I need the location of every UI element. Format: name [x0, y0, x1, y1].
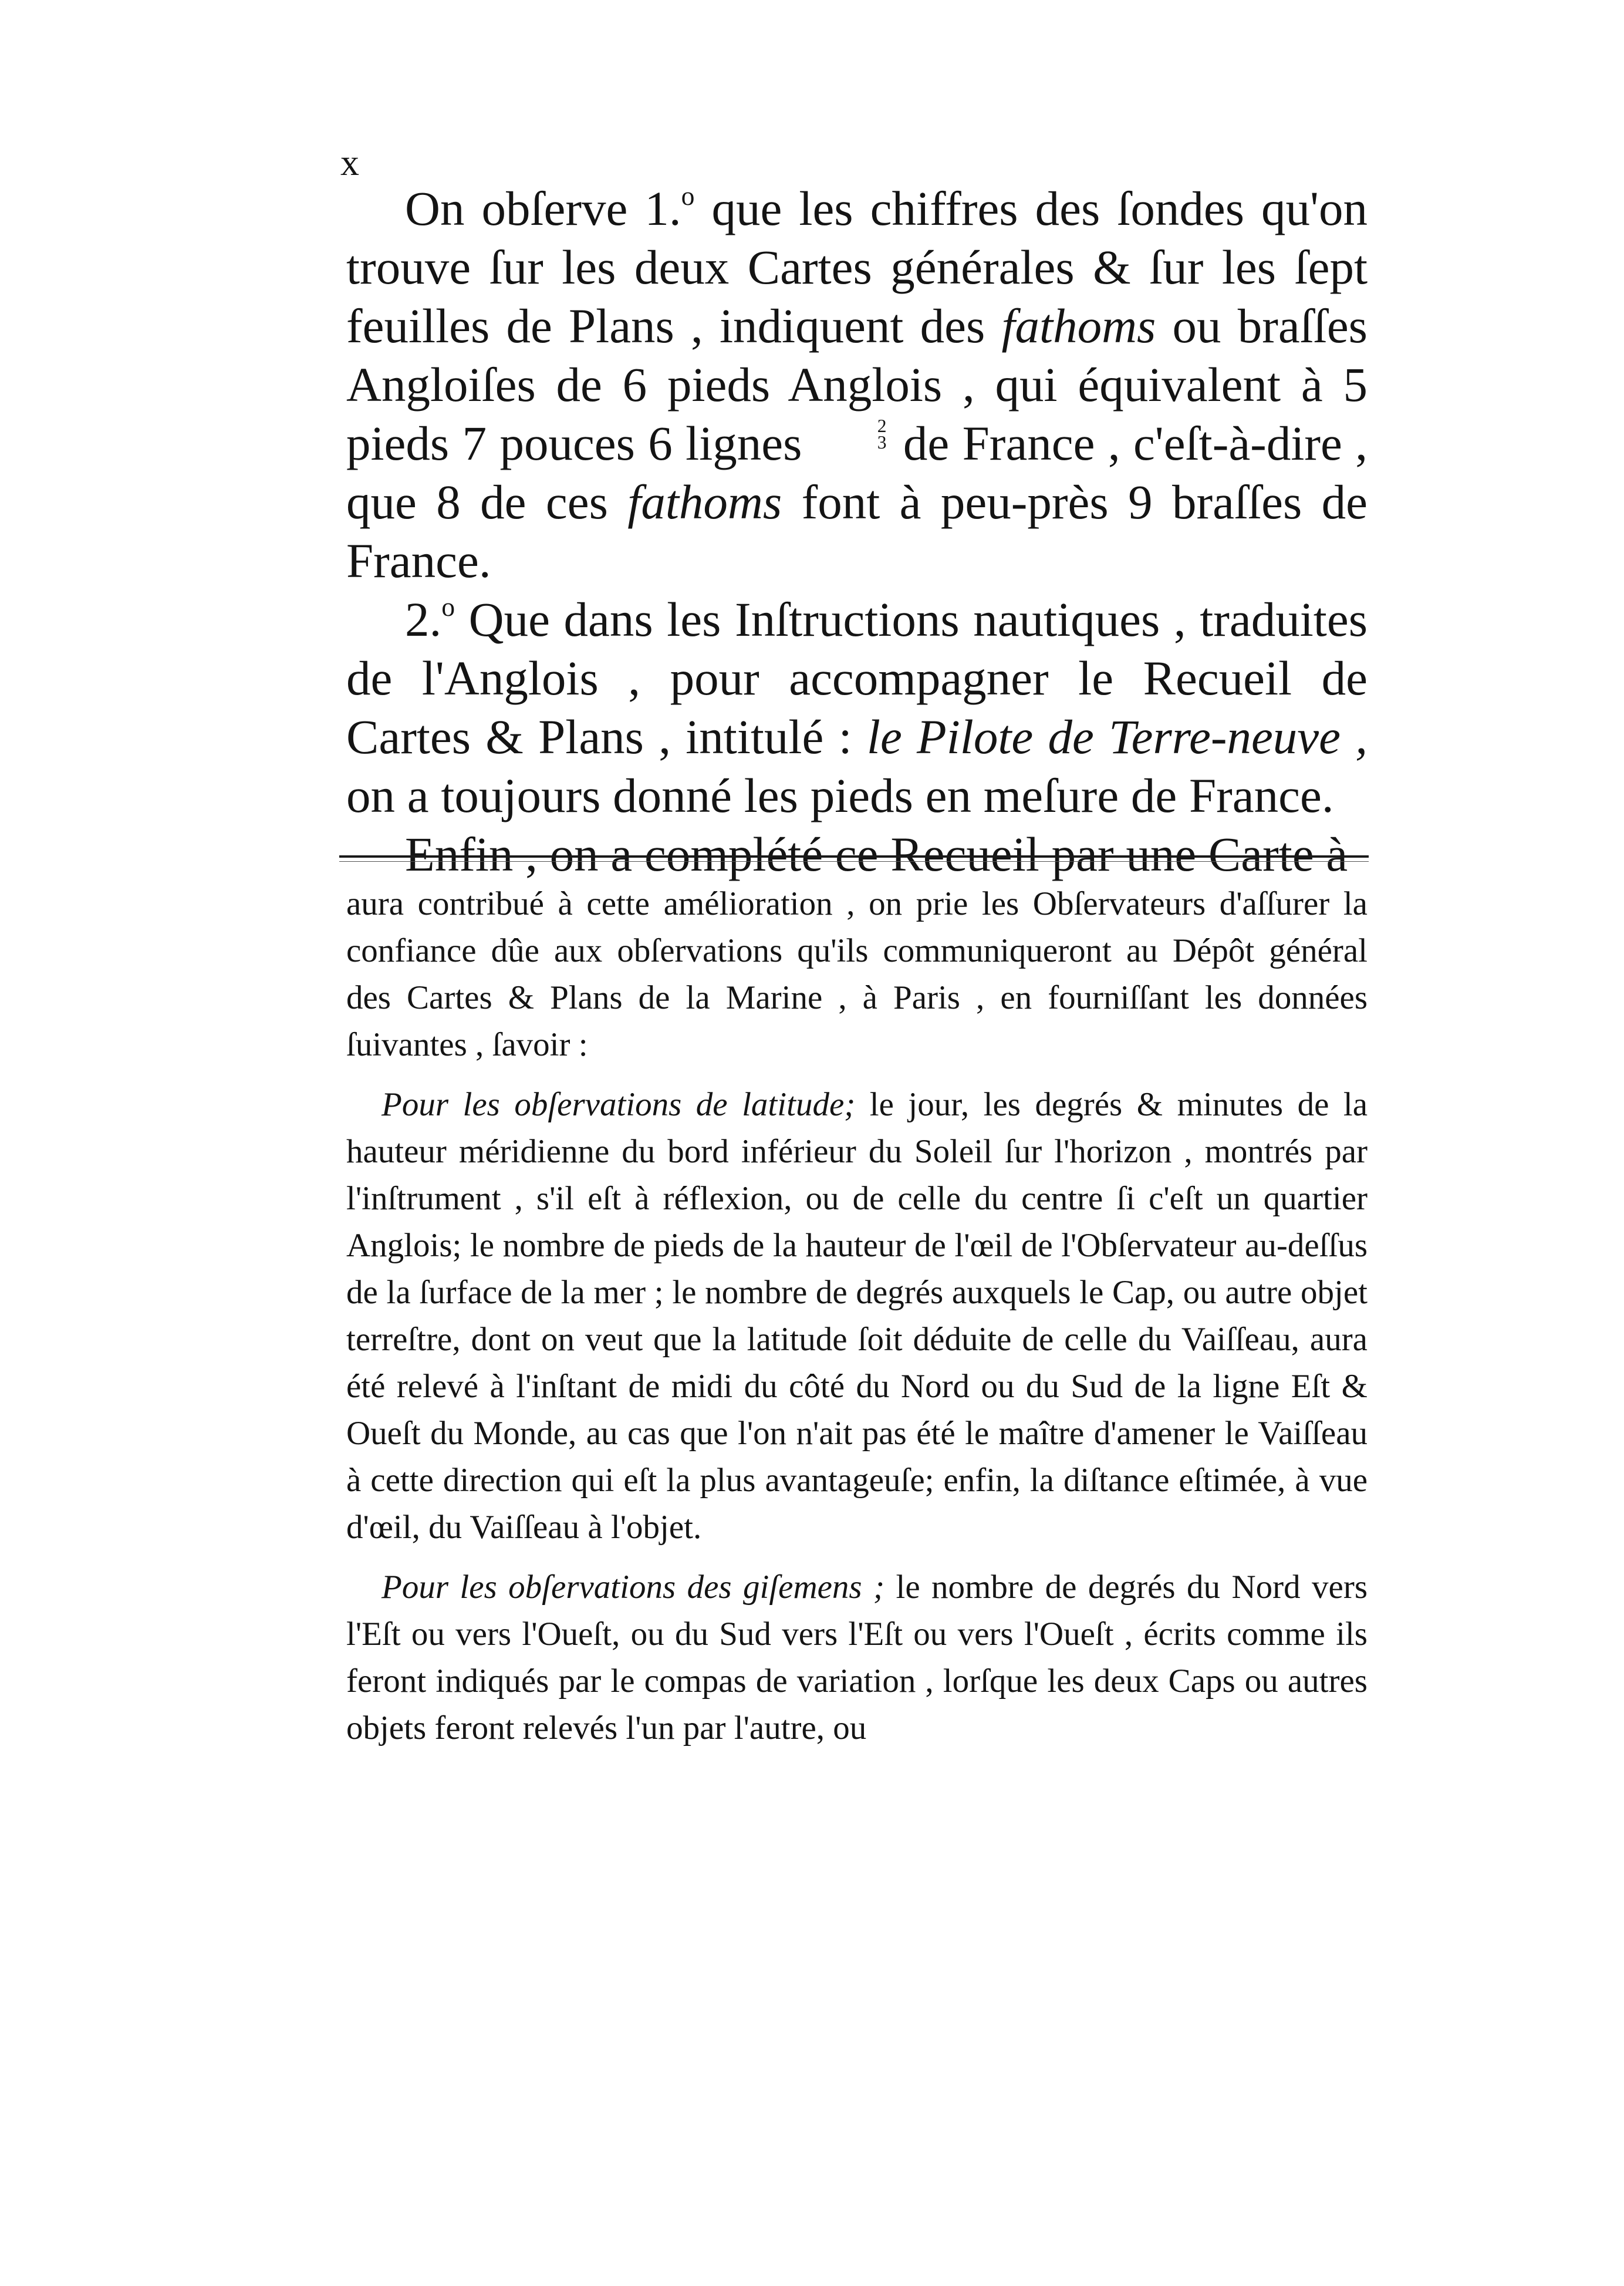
footnote-block — [346, 881, 1368, 1765]
footnote-paragraph-2: Pour les obſervations de latitude; le jour, les degrés & minutes de la hauteur méridienne du bord inférieur du Soleil ſur l'horizon , montrés par l'inſtrument , s'il eſt à réflexion, ou de celle du centre ſi c'eſt un quartier Anglois; le nombre de pieds de la hauteur de l'œil de l'Obſervateur au-deſſus de la ſurface de la mer ; le nombre de degrés auxquels le Cap, ou autre objet terreſtre, dont on veut que la latitude ſoit déduite de celle du Vaiſſeau, aura été relevé à l'inſtant de midi du côté du Nord ou du Sud de la ligne Eſt & Oueſt du Monde, au cas que l'on n'ait pas été le maître d'amener le Vaiſſeau à cette direction qui eſt la plus avantageuſe; enfin, la diſtance eſtimée, à vue d'œil, du Vaiſſeau à l'objet. — [346, 1086, 1368, 1546]
paragraph-3: Enfin , on a complété ce Recueil par une Carte à — [405, 827, 1348, 881]
italic-heading: Pour les obſervations des giſemens ; — [381, 1569, 885, 1606]
italic-term: fathoms — [1001, 299, 1156, 353]
italic-title: le Pilote de Terre-neuve , — [866, 710, 1368, 764]
paragraph-1: On obſerve 1.$^o$ que les chiffres des ſondes qu'on trouve ſur les deux Cartes générales & ſur les ſept feuilles de Plans , indiquent des fathoms ou braſſes Angloiſes de 6 pieds Anglois , qui équivalent à 5 pieds 7 pouces 6 lignes 2 3 de France , c'eſt-à-dire , que 8 de ces fathoms font à peu-près 9 braſſes de France. — [346, 180, 1368, 588]
italic-heading: Pour les obſervations de latitude; — [381, 1086, 856, 1123]
ordinal-superscript: o — [681, 180, 695, 211]
footnote-paragraph-3: Pour les obſervations des giſemens ; le nombre de degrés du Nord vers l'Eſt ou vers l'Oueſt, ou du Sud vers l'Eſt ou vers l'Oueſt , écrits comme ils feront indiqués par le compas de variation , lorſque les deux Caps ou autres objets feront relevés l'un par l'autre, ou — [346, 1569, 1368, 1746]
fraction: 2 3 — [877, 415, 887, 453]
paragraph-2: 2.$^o$ Que dans les Inſtructions nautiques , traduites de l'Anglois , pour accompagner le Recueil de Cartes & Plans , intitulé : le Pilote de Terre-neuve , on a toujours donné les pieds en meſure de France. — [346, 591, 1368, 822]
italic-term: fathoms — [627, 475, 782, 529]
ordinal-superscript: o — [441, 591, 455, 622]
footnote-paragraph-1: aura contribué à cette amélioration , on prie les Obſervateurs d'aſſurer la confiance dûe aux obſervations qu'ils communiqueront au Dépôt général des Cartes & Plans de la Marine , à Paris , en fourniſſant les données ſuivantes , ſavoir : — [346, 885, 1368, 1063]
footnote-rule — [339, 855, 1369, 858]
page-number: x — [340, 141, 360, 183]
main-text-block — [346, 179, 1368, 884]
